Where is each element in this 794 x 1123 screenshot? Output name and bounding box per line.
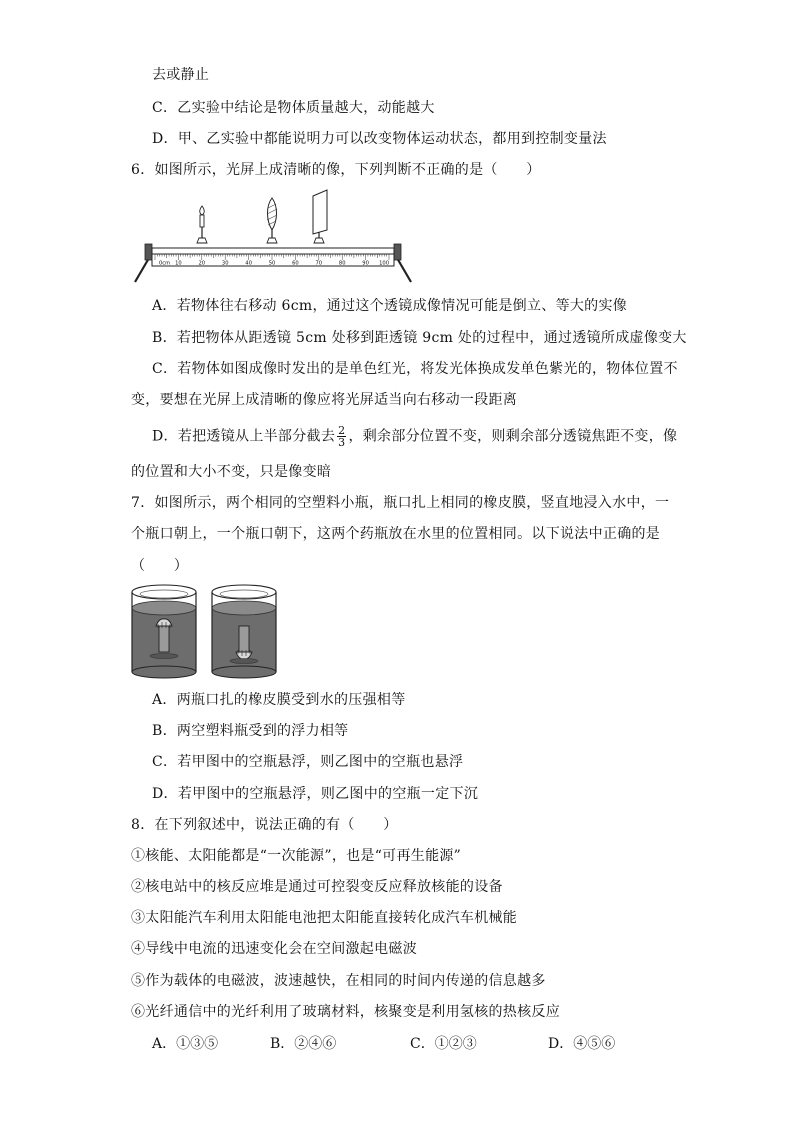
- fraction-two-thirds: [337, 425, 346, 448]
- q6-option-a: A．若物体往右移动 6cm，通过这个透镜成像情况可能是倒立、等大的实像: [152, 298, 628, 314]
- q8-item-3: ③太阳能汽车利用太阳能电池把太阳能直接转化成汽车机械能: [131, 910, 518, 926]
- ruler-tick-label: 40: [245, 260, 252, 267]
- q6-option-d-post: ，剩余部分位置不变，则剩余部分透镜焦距不变，像: [348, 428, 678, 445]
- q6-stem: 6．如图所示，光屏上成清晰的像，下列判断不正确的是（ ）: [131, 162, 541, 178]
- q8-item-1: ①核能、太阳能都是“一次能源”，也是“可再生能源”: [131, 848, 462, 864]
- q6-option-d-pre: D．若把透镜从上半部分截去: [152, 428, 336, 445]
- ruler-tick-label: 50: [268, 260, 276, 267]
- q6-option-d-line2: 的位置和大小不变，只是像变暗: [131, 464, 332, 480]
- q5-option-d: D．甲、乙实验中都能说明力可以改变物体运动状态，都用到控制变量法: [152, 131, 607, 147]
- convex-lens: [267, 198, 277, 243]
- fraction-denominator: 3: [338, 436, 346, 449]
- q8-item-4: ④导线中电流的迅速变化会在空间激起电磁波: [131, 941, 417, 957]
- q7-stem-line1: 7．如图所示，两个相同的空塑料小瓶，瓶口扎上相同的橡皮膜，竖直地浸入水中，一: [131, 495, 670, 511]
- q8-option-b: B．②④⑥: [270, 1036, 337, 1052]
- q6-option-b: B．若把物体从距透镜 5cm 处移到距透镜 9cm 处的过程中，通过透镜所成虚像变大: [152, 330, 687, 346]
- ruler-tick-label: 0cm: [159, 260, 171, 267]
- q6-option-c-line2: 变，要想在光屏上成清晰的像应将光屏适当向右移动一段距离: [131, 392, 518, 408]
- q7-option-d: D．若甲图中的空瓶悬浮，则乙图中的空瓶一定下沉: [152, 786, 479, 802]
- q8-item-2: ②核电站中的核反应堆是通过可控裂变反应释放核能的设备: [131, 879, 503, 895]
- beaker-bottle-mouth-down: [212, 585, 276, 678]
- q8-option-c: C．①②③: [410, 1036, 477, 1052]
- two-beakers-diagram: [131, 582, 279, 680]
- ruler-tick-label: 60: [292, 260, 299, 267]
- ruler-tick-label: 100: [379, 260, 389, 267]
- q8-option-d: D．④⑤⑥: [548, 1036, 616, 1052]
- optical-bench-diagram: [131, 188, 421, 286]
- q8-item-6: ⑥光纤通信中的光纤利用了玻璃材料，核聚变是利用氢核的热核反应: [131, 1004, 560, 1020]
- ruler-tick-label: 10: [175, 260, 182, 267]
- beaker-bottle-mouth-up: [132, 585, 196, 678]
- q6-option-d-line1: [152, 425, 677, 448]
- q7-stem-line3: （ ）: [131, 558, 189, 574]
- light-screen: [313, 190, 327, 243]
- q6-option-c-line1: C．若物体如图成像时发出的是单色红光，将发光体换成发单色紫光的，物体位置不: [152, 361, 678, 377]
- ruler-tick-label: 80: [338, 260, 346, 267]
- q7-stem-line2: 个瓶口朝上，一个瓶口朝下，这两个药瓶放在水里的位置相同。以下说法中正确的是: [131, 526, 661, 542]
- q7-option-a: A．两瓶口扎的橡皮膜受到水的压强相等: [152, 692, 406, 708]
- fraction-numerator: 2: [338, 424, 346, 437]
- q7-option-b: B．两空塑料瓶受到的浮力相等: [152, 723, 349, 739]
- ruler-tick-label: 30: [221, 260, 229, 267]
- q8-option-a: A．①③⑤: [152, 1036, 219, 1052]
- ruler-tick-label: 70: [315, 260, 323, 267]
- q7-option-c: C．若甲图中的空瓶悬浮，则乙图中的空瓶也悬浮: [152, 754, 464, 770]
- q8-item-5: ⑤作为载体的电磁波，波速越快，在相同的时间内传递的信息越多: [131, 973, 546, 989]
- ruler-tick-label: 90: [362, 260, 369, 267]
- q8-stem: 8．在下列叙述中，说法正确的有（ ）: [131, 817, 398, 833]
- q5-continuation: 去或静止: [152, 67, 210, 83]
- candle-object: [197, 206, 207, 243]
- q5-option-c: C．乙实验中结论是物体质量越大，动能越大: [152, 100, 435, 116]
- ruler-tick-label: 20: [198, 260, 206, 267]
